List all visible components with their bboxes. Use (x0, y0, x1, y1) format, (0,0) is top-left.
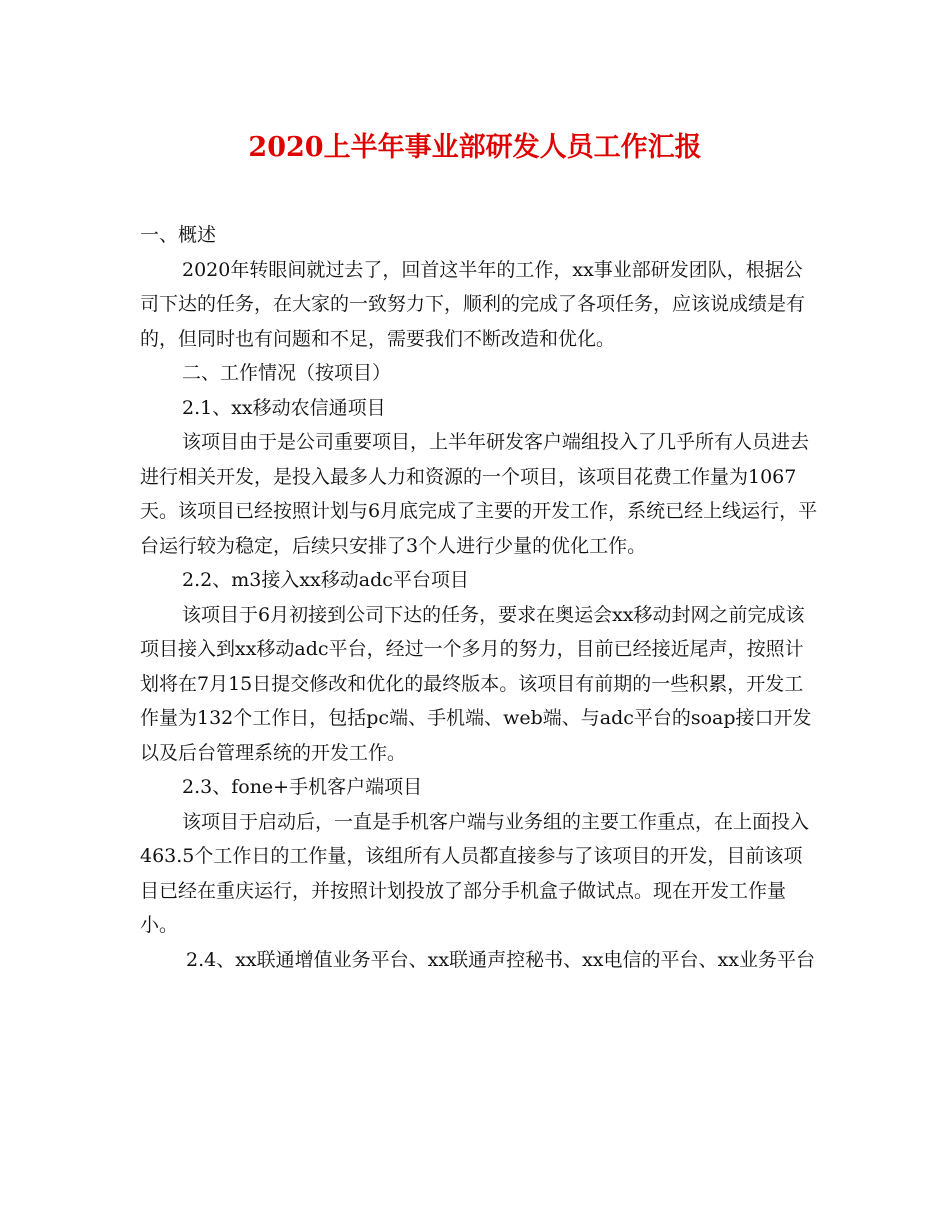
document-body (140, 218, 820, 977)
subsection-heading-2-4: 2.4、xx联通增值业务平台、xx联通声控秘书、xx电信的平台、xx业务平台 (186, 948, 815, 971)
subsection-heading-2-1: 2.1、xx移动农信通项目 (182, 396, 386, 419)
document-title: 2020上半年事业部研发人员工作汇报 (248, 132, 702, 163)
paragraph-2-1: 该项目由于是公司重要项目，上半年研发客户端组投入了几乎所有人员进去进行相关开发，是投入最多人力和资源的一个项目，该项目花费工作量为1067天。该项目已经按照计划与6月底完成了主要的开发工作，系统已经上线运行，平台运行较为稳定，后续只安排了3个人进行少量的优化工作。 (140, 431, 818, 557)
section-heading-overview: 一、概述 (140, 224, 217, 246)
paragraph-2-2: 该项目于6月初接到公司下达的任务，要求在奥运会xx移动封网之前完成该项目接入到xx移动adc平台，经过一个多月的努力，目前已经接近尾声，按照计划将在7月15日提交修改和优化的最终版本。该项目有前期的一些积累，开发工作量为132个工作日，包括pc端、手机端、web端、与adc平台的soap接口开发以及后台管理系统的开发工作。 (140, 603, 812, 764)
paragraph-overview: 2020年转眼间就过去了，回首这半年的工作，xx事业部研发团队，根据公司下达的任务，在大家的一致努力下，顺利的完成了各项任务，应该说成绩是有的，但同时也有问题和不足，需要我们不断改造和优化。 (140, 258, 806, 350)
subsection-heading-2-2: 2.2、m3接入xx移动adc平台项目 (182, 569, 469, 591)
paragraph-2-3: 该项目于启动后，一直是手机客户端与业务组的主要工作重点，在上面投入463.5个工作日的工作量，该组所有人员都直接参与了该项目的开发，目前该项目已经在重庆运行，并按照计划投放了部分手机盒子做试点。现在开发工作量小。 (140, 810, 810, 936)
subsection-heading-2-3: 2.3、fone+手机客户端项目 (182, 776, 423, 798)
section-heading-work-status: 二、工作情况（按项目） (182, 362, 392, 384)
